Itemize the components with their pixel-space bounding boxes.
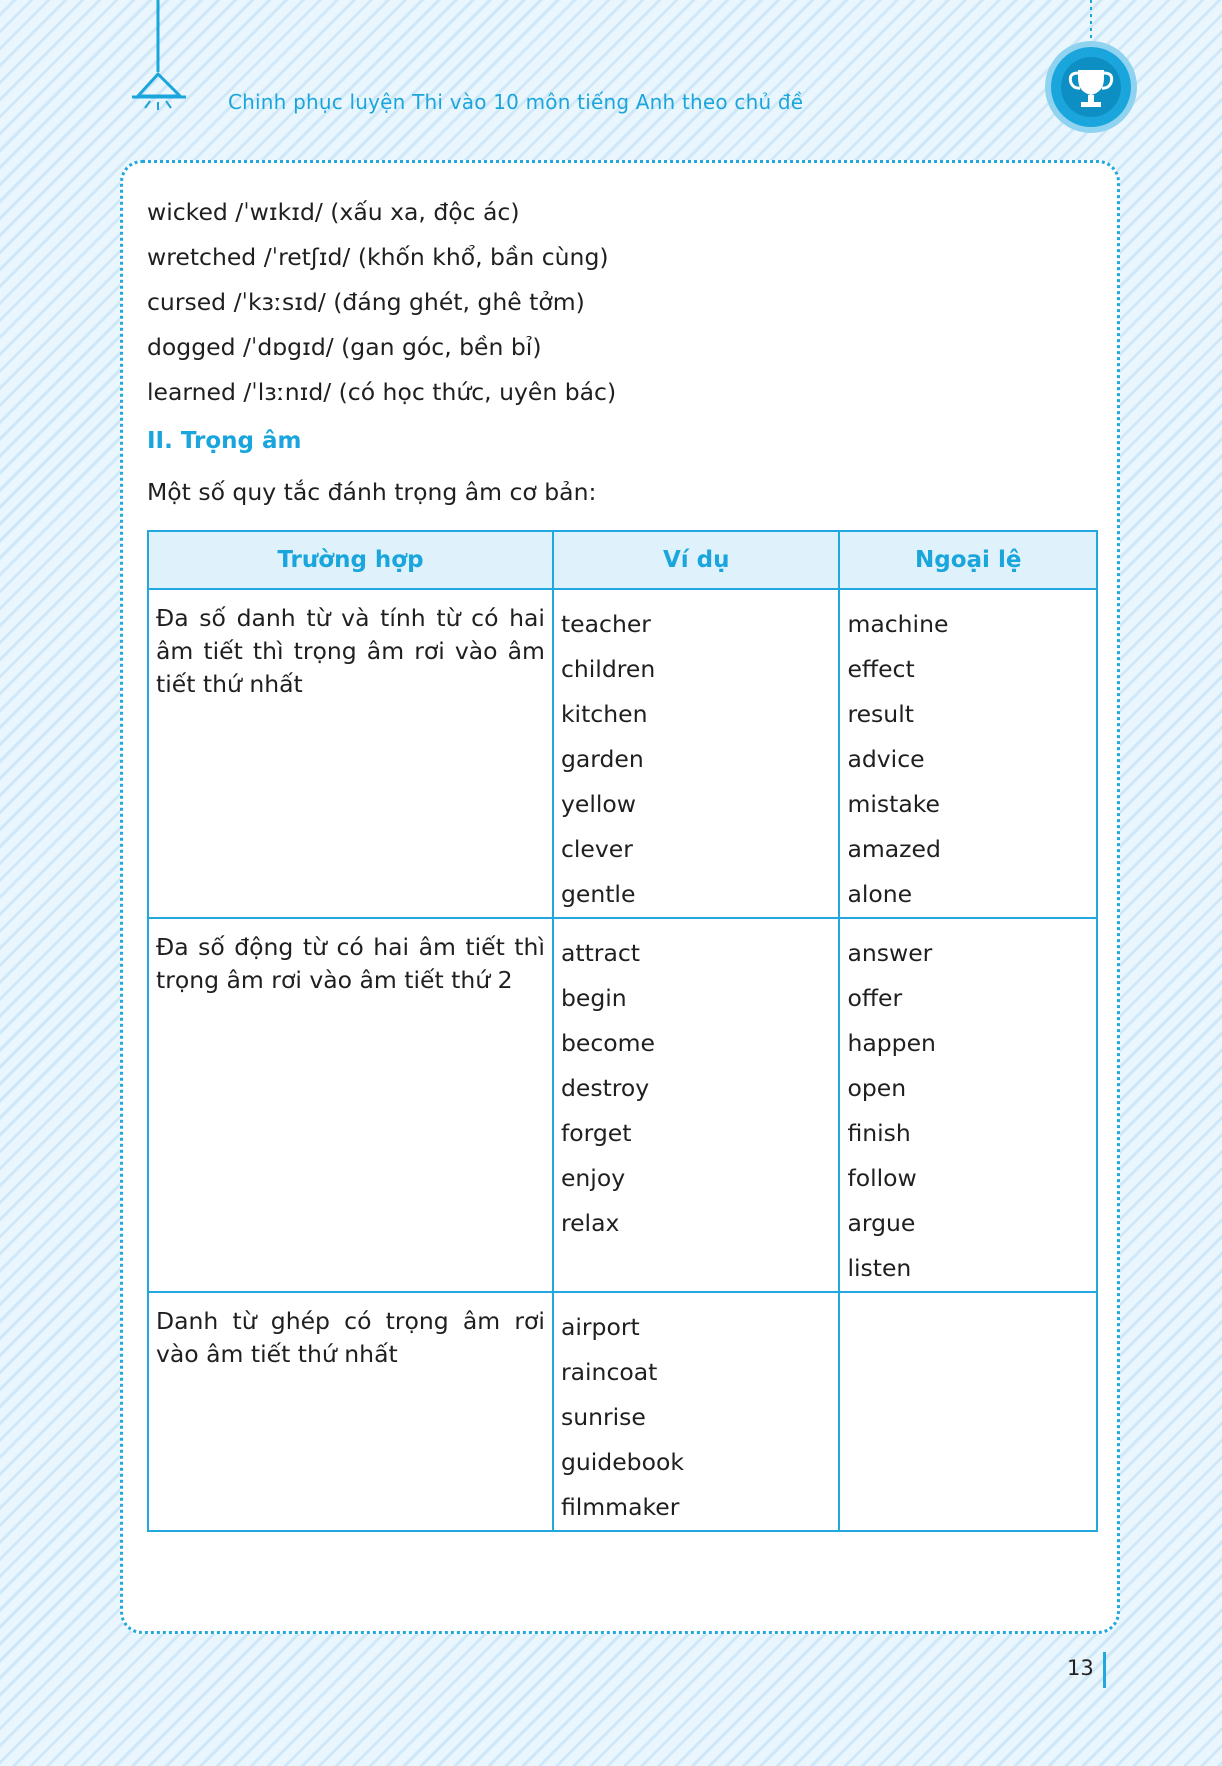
header-case: Trường hợp (148, 531, 553, 589)
examples-cell (553, 918, 840, 1292)
exception-word: answer (847, 939, 933, 967)
example-word: gentle (560, 880, 636, 908)
page-number-bar (1103, 1652, 1106, 1688)
header-title: Chinh phục luyện Thi vào 10 môn tiếng Anh theo chủ đề (228, 90, 804, 114)
examples-cell (553, 1292, 840, 1531)
vocab-list (147, 190, 616, 415)
example-word: teacher (560, 610, 651, 638)
case-text: Đa số động từ có hai âm tiết thì trọng âm rơi vào âm tiết thứ 2 (156, 933, 545, 994)
examples-cell (553, 589, 840, 918)
word-list (847, 931, 1089, 1291)
example-word: airport (560, 1313, 640, 1341)
example-word: raincoat (560, 1358, 658, 1386)
trophy-badge-icon (1040, 0, 1140, 135)
vocab-item: cursed /ˈkɜːsɪd/ (đáng ghét, ghê tởm) (147, 288, 585, 316)
example-word: relax (560, 1209, 620, 1237)
vocab-item: dogged /ˈdɒgɪd/ (gan góc, bền bỉ) (147, 333, 542, 361)
example-word: attract (560, 939, 640, 967)
exceptions-cell-empty (839, 1292, 1097, 1531)
example-word: begin (560, 984, 627, 1012)
example-word: guidebook (560, 1448, 684, 1476)
exception-word: advice (847, 745, 925, 773)
exceptions-cell (839, 589, 1097, 918)
exception-word: amazed (847, 835, 941, 863)
example-word: sunrise (560, 1403, 646, 1431)
exception-word: open (847, 1074, 907, 1102)
example-word: enjoy (560, 1164, 626, 1192)
exception-word: mistake (847, 790, 940, 818)
exception-word: result (847, 700, 914, 728)
case-text: Danh từ ghép có trọng âm rơi vào âm tiết thứ nhất (156, 1307, 545, 1368)
word-list (561, 602, 832, 917)
table-row (148, 1292, 1097, 1531)
exception-word: machine (847, 610, 949, 638)
exception-word: alone (847, 880, 913, 908)
section-title: II. Trọng âm (147, 428, 302, 454)
table-row (148, 918, 1097, 1292)
case-cell (148, 589, 553, 918)
header-exceptions: Ngoại lệ (839, 531, 1097, 589)
exception-word: offer (847, 984, 903, 1012)
example-word: yellow (560, 790, 636, 818)
example-word: clever (560, 835, 633, 863)
exception-word: follow (847, 1164, 917, 1192)
example-word: forget (560, 1119, 632, 1147)
example-word: kitchen (560, 700, 648, 728)
page-number: 13 (1067, 1656, 1094, 1680)
vocab-item: learned /ˈlɜːnɪd/ (có học thức, uyên bác) (147, 378, 617, 406)
hanging-lamp-icon (130, 0, 210, 130)
exceptions-cell (839, 918, 1097, 1292)
example-word: children (560, 655, 656, 683)
example-word: destroy (560, 1074, 650, 1102)
section-intro: Một số quy tắc đánh trọng âm cơ bản: (147, 478, 597, 506)
table-header-row (148, 531, 1097, 589)
vocab-item: wretched /ˈretʃɪd/ (khốn khổ, bần cùng) (147, 243, 609, 271)
word-list (561, 931, 832, 1246)
word-list (561, 1305, 832, 1530)
stress-rules-table (147, 530, 1098, 1532)
case-cell (148, 1292, 553, 1531)
table-row (148, 589, 1097, 918)
word-list (847, 602, 1089, 917)
exception-word: finish (847, 1119, 911, 1147)
exception-word: listen (847, 1254, 912, 1282)
exception-word: happen (847, 1029, 936, 1057)
example-word: become (560, 1029, 655, 1057)
case-text: Đa số danh từ và tính từ có hai âm tiết thì trọng âm rơi vào âm tiết thứ nhất (156, 604, 545, 698)
header-examples: Ví dụ (553, 531, 840, 589)
example-word: garden (560, 745, 644, 773)
case-cell (148, 918, 553, 1292)
exception-word: argue (847, 1209, 916, 1237)
vocab-item: wicked /ˈwɪkɪd/ (xấu xa, độc ác) (147, 198, 520, 226)
example-word: filmmaker (560, 1493, 680, 1521)
exception-word: effect (847, 655, 915, 683)
